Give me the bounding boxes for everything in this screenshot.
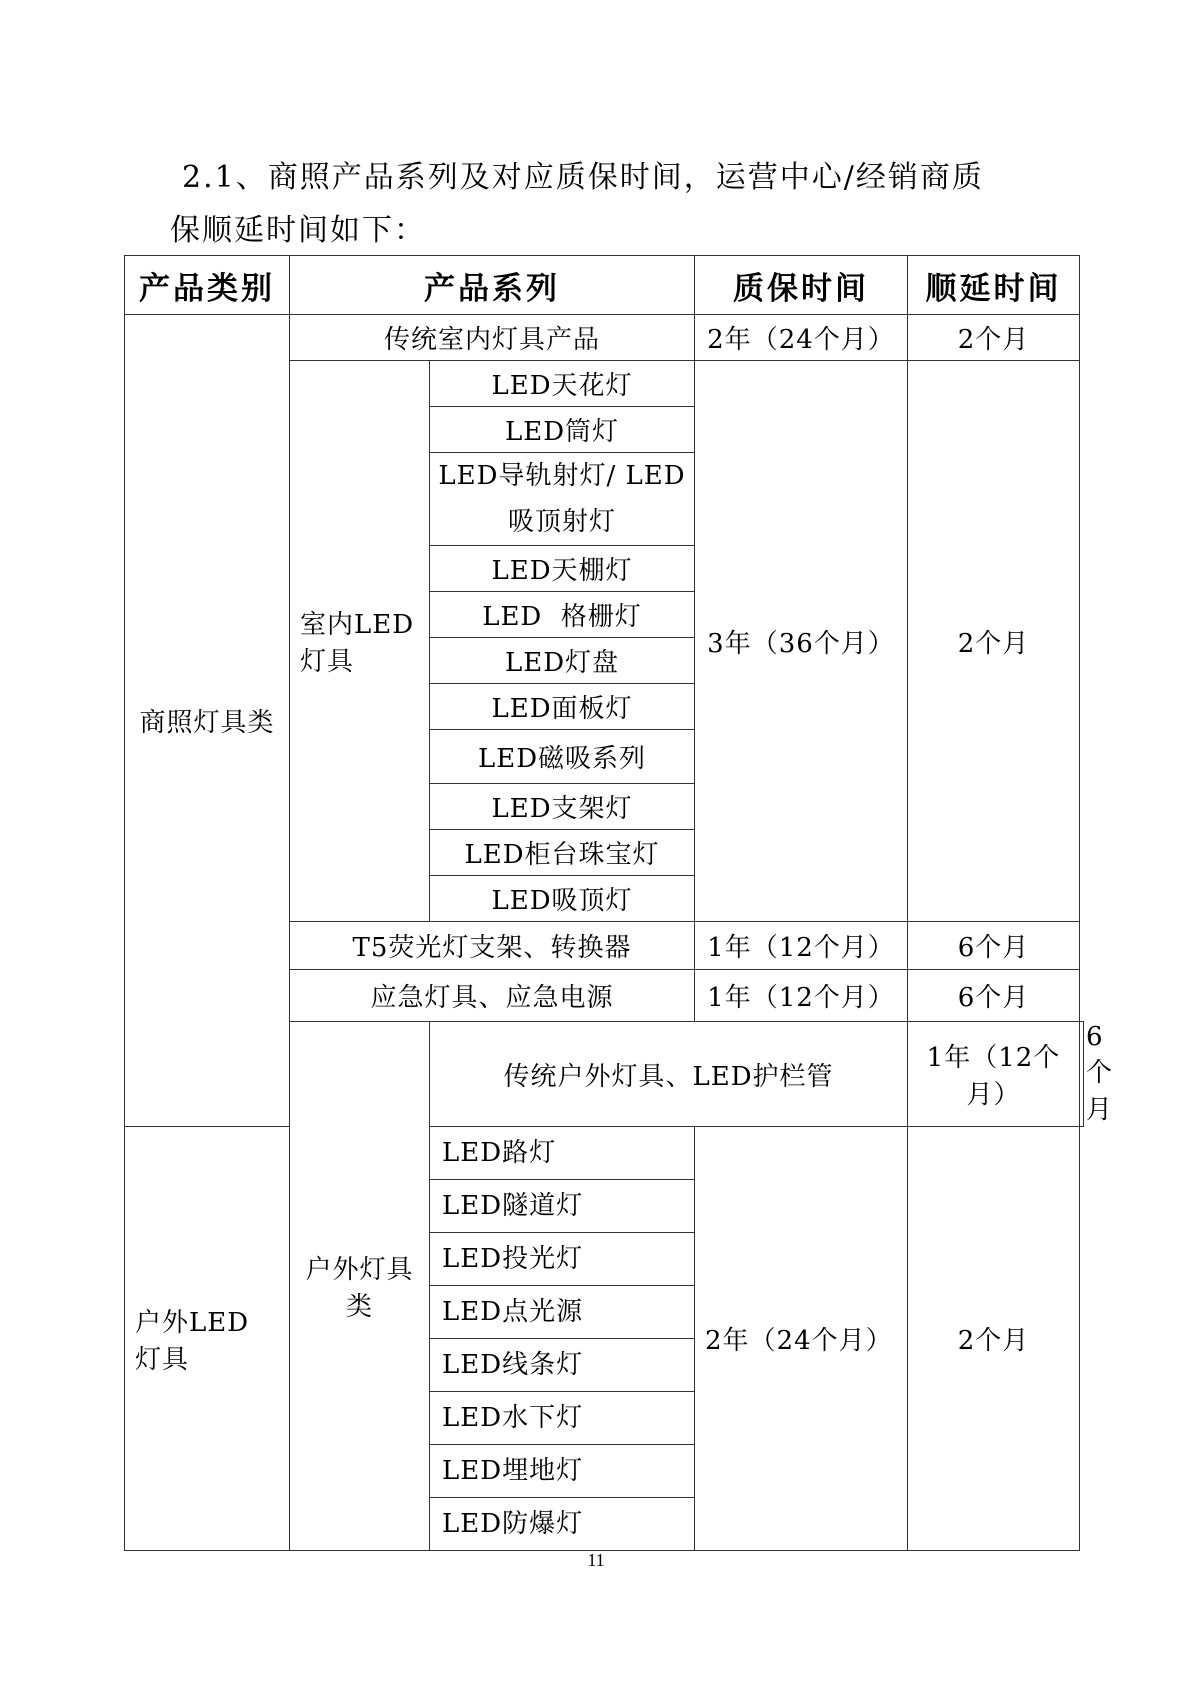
product-item: LED灯盘: [430, 638, 695, 684]
page-number: 11: [587, 1550, 605, 1570]
product-item: LED天花灯: [430, 361, 695, 407]
product-item: LED 格栅灯: [430, 592, 695, 638]
warranty-cell: 1年（12个月）: [695, 922, 908, 970]
group-outdoor-led: [125, 1127, 290, 1551]
product-item: LED磁吸系列: [430, 730, 695, 784]
series-cell: T5荧光灯支架、转换器: [290, 922, 695, 970]
table-row: [125, 1127, 1084, 1180]
header-category: 产品类别: [125, 256, 290, 315]
product-item: LED防爆灯: [430, 1498, 695, 1551]
product-item: LED线条灯: [430, 1339, 695, 1392]
series-cell: 传统室内灯具产品: [290, 315, 695, 361]
group-label-line-2: 灯具: [135, 1344, 190, 1375]
product-item: LED埋地灯: [430, 1445, 695, 1498]
product-item: LED支架灯: [430, 784, 695, 830]
extension-cell: 6个月: [908, 922, 1080, 970]
product-item: LED天棚灯: [430, 546, 695, 592]
product-item: LED筒灯: [430, 407, 695, 453]
heading-line-2: 保顺延时间如下：: [170, 213, 426, 248]
product-item: LED水下灯: [430, 1392, 695, 1445]
series-cell: 应急灯具、应急电源: [290, 970, 695, 1022]
product-item: LED柜台珠宝灯: [430, 830, 695, 876]
heading-line-1: 2.1、商照产品系列及对应质保时间，运营中心/经销商质: [182, 160, 984, 195]
series-cell: 传统户外灯具、LED护栏管: [430, 1022, 908, 1127]
warranty-cell: 1年（12个月）: [908, 1022, 1080, 1127]
extension-cell: 2个月: [908, 315, 1080, 361]
product-item: LED导轨射灯/ LED吸顶射灯: [430, 453, 695, 546]
product-item: LED吸顶灯: [430, 876, 695, 922]
extension-cell: 6个月: [908, 970, 1080, 1022]
warranty-cell: 2年（24个月）: [695, 315, 908, 361]
header-extension: 顺延时间: [908, 256, 1080, 315]
extension-cell: 2个月: [908, 1127, 1080, 1551]
table-row: [125, 315, 1084, 361]
product-item: LED隧道灯: [430, 1180, 695, 1233]
product-item: LED投光灯: [430, 1233, 695, 1286]
group-label-line-2: 灯具: [300, 647, 355, 677]
group-indoor-led: [290, 361, 430, 922]
product-item: LED路灯: [430, 1127, 695, 1180]
header-series: 产品系列: [290, 256, 695, 315]
table-header-row: [125, 256, 1084, 315]
extension-cell: 6个月: [1080, 1022, 1084, 1127]
category-outdoor: 户外灯具类: [290, 1022, 430, 1551]
product-item: LED点光源: [430, 1286, 695, 1339]
extension-cell: 2个月: [908, 361, 1080, 922]
product-item: LED面板灯: [430, 684, 695, 730]
warranty-cell: 3年（36个月）: [695, 361, 908, 922]
warranty-cell: 2年（24个月）: [695, 1127, 908, 1551]
group-label-line-1: 户外LED: [135, 1307, 250, 1338]
category-commercial: 商照灯具类: [125, 315, 290, 1127]
warranty-table: [124, 255, 1114, 1551]
header-warranty: 质保时间: [695, 256, 908, 315]
group-label-line-1: 室内LED: [300, 610, 415, 640]
warranty-cell: 1年（12个月）: [695, 970, 908, 1022]
